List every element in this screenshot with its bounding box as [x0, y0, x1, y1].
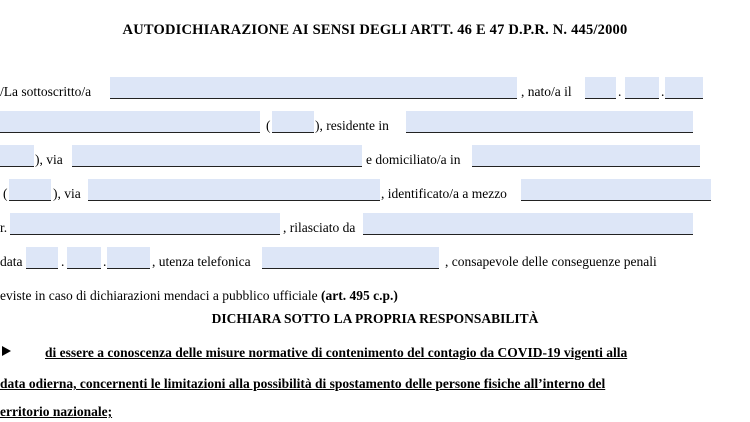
label-identificato: , identificato/a a mezzo	[381, 186, 507, 201]
residence-street-field[interactable]	[72, 145, 362, 167]
label-via: ), via	[53, 186, 81, 201]
name-field[interactable]	[110, 77, 517, 99]
birth-year-field[interactable]	[665, 77, 703, 99]
penalty-article: (art. 495 c.p.)	[321, 288, 398, 303]
id-document-field[interactable]	[521, 179, 711, 201]
date-separator: .	[618, 84, 622, 99]
label-utenza: , utenza telefonica	[152, 254, 251, 269]
label-rilasciato: , rilasciato da	[283, 220, 356, 235]
birth-day-field[interactable]	[585, 77, 616, 99]
birth-month-field[interactable]	[625, 77, 659, 99]
label-domicilio: e domiciliato/a in	[366, 152, 461, 167]
label-via: ), via	[35, 152, 63, 167]
date-separator: .	[103, 254, 107, 269]
declaration-line-3: erritorio nazionale;	[0, 404, 113, 419]
birth-province-field[interactable]	[272, 111, 314, 133]
label-residente: ), residente in	[315, 118, 389, 133]
residence-province-field[interactable]	[0, 145, 34, 167]
paren-open: (	[3, 186, 8, 201]
penalty-text-main: eviste in caso di dichiarazioni mendaci a pubblico ufficiale	[0, 288, 318, 303]
declaration-line-1: di essere a conoscenza delle misure normative di contenimento del contagio da COVID-19 vigenti alla	[45, 345, 628, 360]
declaration-heading: DICHIARA SOTTO LA PROPRIA RESPONSABILITÀ	[211, 311, 539, 326]
label-data: data	[0, 254, 23, 269]
date-separator: .	[61, 254, 65, 269]
issue-month-field[interactable]	[67, 247, 101, 269]
issued-by-field[interactable]	[363, 213, 693, 235]
label-nr: r.	[0, 220, 8, 235]
bullet-arrow-icon	[2, 346, 11, 356]
label-sottoscritto: /La sottoscritto/a	[0, 84, 92, 99]
birthplace-field[interactable]	[0, 111, 260, 133]
issue-year-field[interactable]	[107, 247, 150, 269]
penalty-text	[0, 288, 398, 304]
residence-city-field[interactable]	[406, 111, 693, 133]
declaration-line-2: data odierna, concernenti le limitazioni alla possibilità di spostamento delle persone fisiche all’interno del	[0, 376, 606, 391]
issue-day-field[interactable]	[26, 247, 58, 269]
paren-open: (	[266, 118, 271, 133]
document-title: AUTODICHIARAZIONE AI SENSI DEGLI ARTT. 46 E 47 D.P.R. N. 445/2000	[122, 22, 628, 38]
document-number-field[interactable]	[10, 213, 280, 235]
domicile-province-field[interactable]	[9, 179, 51, 201]
domicile-city-field[interactable]	[472, 145, 700, 167]
domicile-street-field[interactable]	[88, 179, 380, 201]
label-consapevole: , consapevole delle conseguenze penali	[445, 254, 657, 269]
date-separator: .	[661, 84, 665, 99]
phone-field[interactable]	[262, 247, 439, 269]
label-nato: , nato/a il	[521, 84, 572, 99]
